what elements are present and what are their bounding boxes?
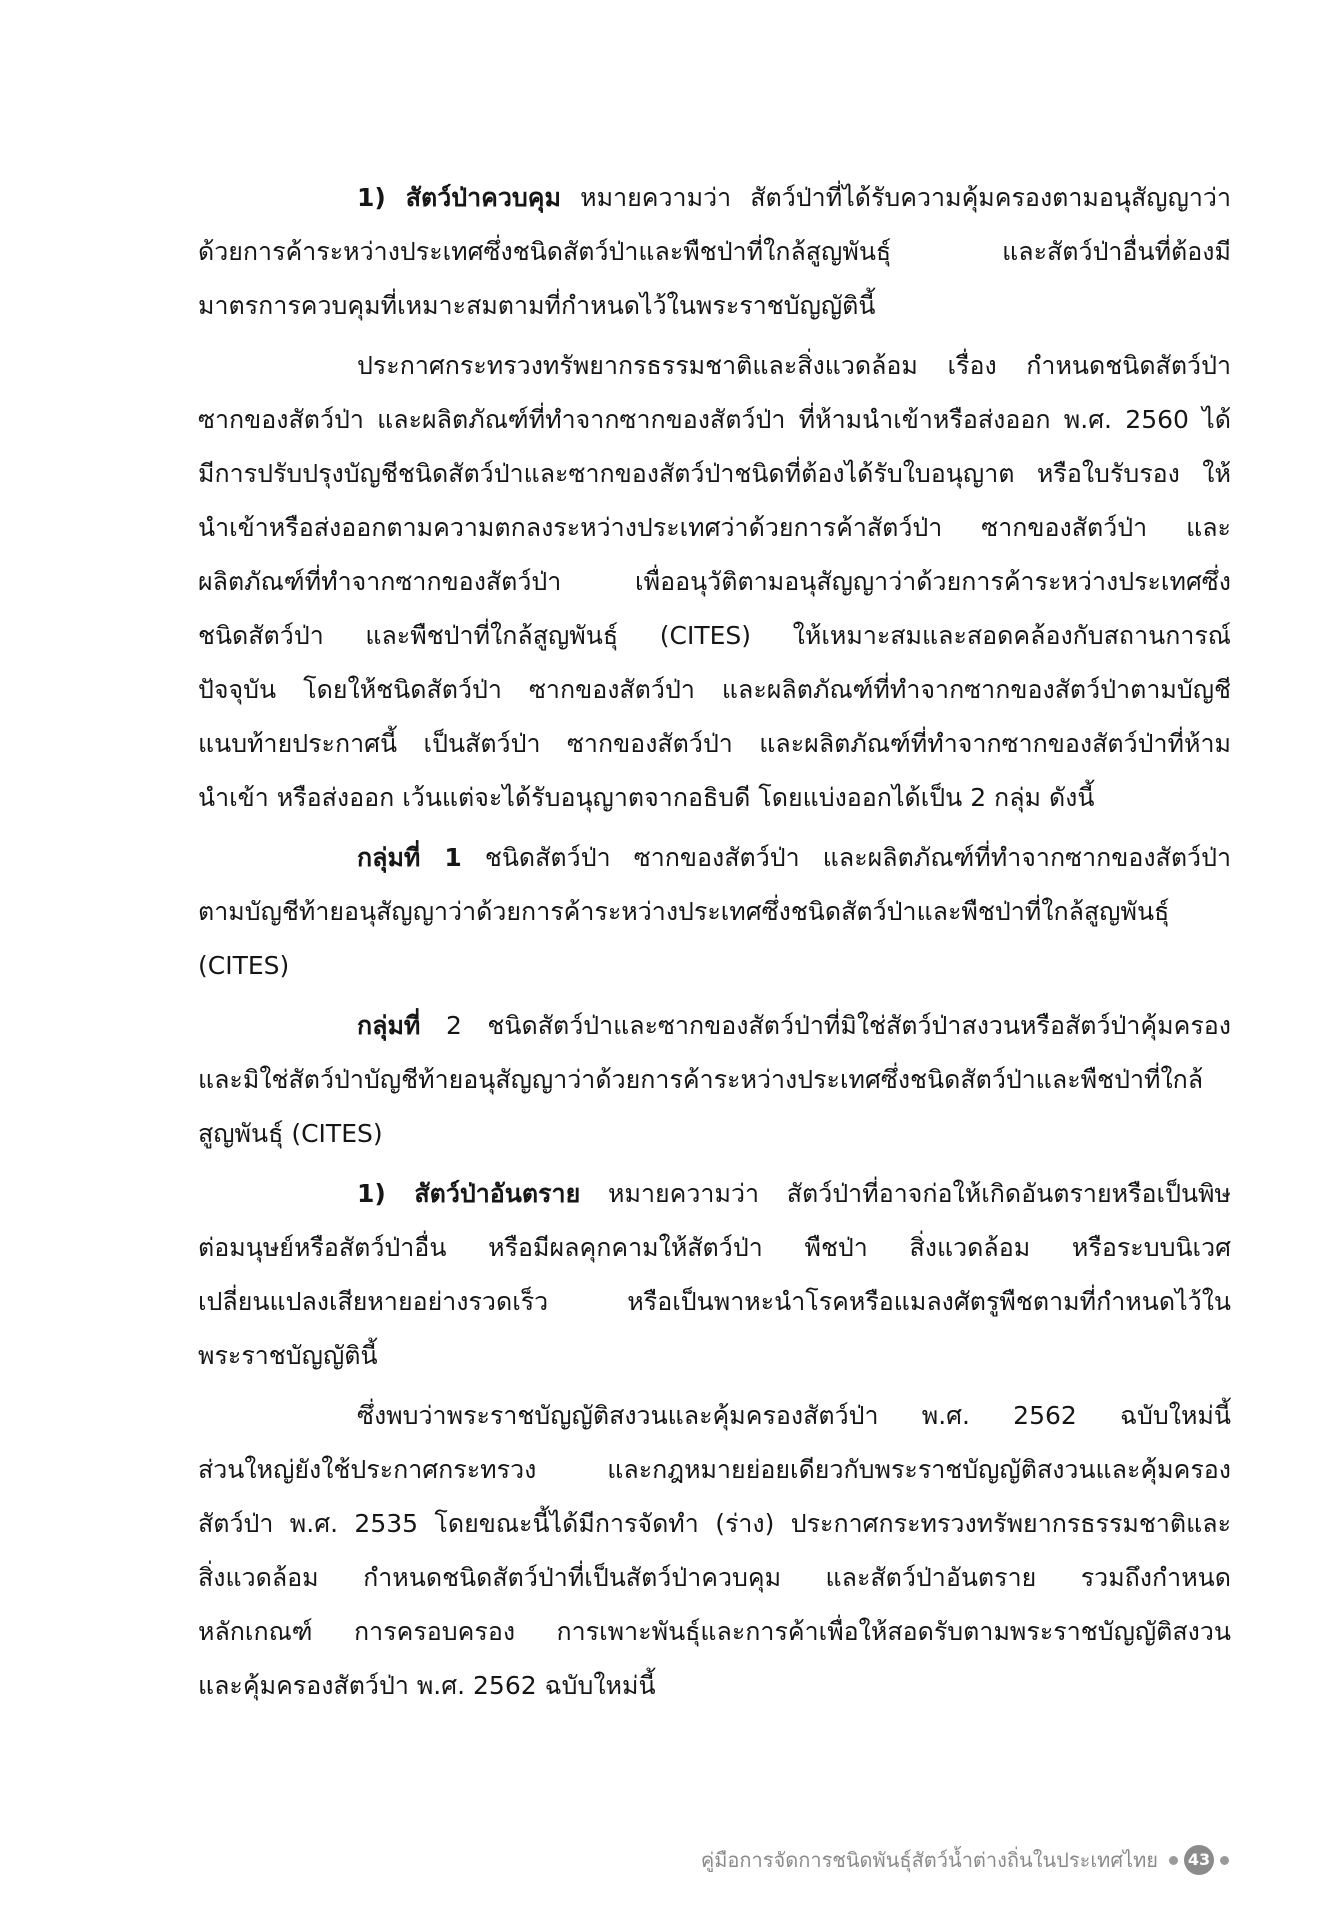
line-text: ประกาศกระทรวงทรัพยากรธรรมชาติและสิ่งแวดล้อม เรื่อง กำหนดชนิดสัตว์ป่า bbox=[357, 351, 1231, 380]
line-text: นำเข้า หรือส่งออก เว้นแต่จะได้รับอนุญาตจากอธิบดี โดยแบ่งออกได้เป็น 2 กลุ่ม ดังนี้ bbox=[198, 783, 1095, 812]
paragraph-group-2 bbox=[198, 999, 1231, 1161]
line-text: ตามบัญชีท้ายอนุสัญญาว่าด้วยการค้าระหว่างประเทศซึ่งชนิดสัตว์ป่าและพืชป่าที่ใกล้สูญพันธุ์ bbox=[198, 897, 1170, 926]
text-line bbox=[198, 171, 1231, 225]
book-title: คู่มือการจัดการชนิดพันธุ์สัตว์น้ำต่างถิ่นในประเทศไทย bbox=[700, 1848, 1158, 1872]
line-text: เปลี่ยนแปลงเสียหายอย่างรวดเร็ว หรือเป็นพาหะนำโรคหรือแมลงศัตรูพืชตามที่กำหนดไว้ใน bbox=[198, 1287, 1231, 1316]
line-text: ซึ่งพบว่าพระราชบัญญัติสงวนและคุ้มครองสัตว์ป่า พ.ศ. 2562 ฉบับใหม่นี้ bbox=[357, 1401, 1231, 1430]
line-text: นำเข้าหรือส่งออกตามความตกลงระหว่างประเทศว่าด้วยการค้าสัตว์ป่า ซากของสัตว์ป่า และ bbox=[198, 513, 1231, 542]
line-text: ชนิดสัตว์ป่า และพืชป่าที่ใกล้สูญพันธุ์ (CITES) ให้เหมาะสมและสอดคล้องกับสถานการณ์ bbox=[198, 621, 1231, 650]
group-heading: กลุ่มที่ 1 bbox=[357, 843, 462, 872]
text-line bbox=[198, 1221, 1231, 1275]
text-line bbox=[198, 393, 1231, 447]
line-text: ซากของสัตว์ป่า และผลิตภัณฑ์ที่ทำจากซากของสัตว์ป่า ที่ห้ามนำเข้าหรือส่งออก พ.ศ. 2560 ได้ bbox=[198, 405, 1231, 434]
text-line bbox=[198, 225, 1231, 279]
text-line bbox=[198, 771, 1231, 825]
text-line bbox=[198, 1107, 1231, 1161]
line-text: มีการปรับปรุงบัญชีชนิดสัตว์ป่าและซากของสัตว์ป่าชนิดที่ต้องได้รับใบอนุญาต หรือใบรับรอง ให้ bbox=[198, 459, 1231, 488]
text-line bbox=[198, 999, 1231, 1053]
paragraph-ministerial-announcement bbox=[198, 339, 1231, 825]
text-line bbox=[198, 1053, 1231, 1107]
line-text: หลักเกณฑ์ การครอบครอง การเพาะพันธุ์และการค้าเพื่อให้สอดรับตามพระราชบัญญัติสงวน bbox=[198, 1617, 1231, 1646]
line-text: ด้วยการค้าระหว่างประเทศซึ่งชนิดสัตว์ป่าและพืชป่าที่ใกล้สูญพันธุ์ และสัตว์ป่าอื่นที่ต้องมี bbox=[198, 237, 1231, 266]
text-line bbox=[198, 1551, 1231, 1605]
text-line bbox=[198, 501, 1231, 555]
line-text: ชนิดสัตว์ป่า ซากของสัตว์ป่า และผลิตภัณฑ์ที่ทำจากซากของสัตว์ป่า bbox=[484, 843, 1231, 872]
line-text: พระราชบัญญัตินี้ bbox=[198, 1341, 378, 1370]
text-line bbox=[198, 279, 1231, 333]
text-line bbox=[198, 663, 1231, 717]
line-text: และคุ้มครองสัตว์ป่า พ.ศ. 2562 ฉบับใหม่นี้ bbox=[198, 1671, 656, 1700]
body-text bbox=[198, 171, 1231, 1713]
text-line bbox=[198, 1605, 1231, 1659]
text-line bbox=[198, 831, 1231, 885]
text-line bbox=[198, 885, 1231, 939]
text-line bbox=[198, 1275, 1231, 1329]
line-text: ส่วนใหญ่ยังใช้ประกาศกระทรวง และกฎหมายย่อยเดียวกับพระราชบัญญัติสงวนและคุ้มครอง bbox=[198, 1455, 1231, 1484]
text-line bbox=[198, 1659, 1231, 1713]
line-text: หมายความว่า สัตว์ป่าที่อาจก่อให้เกิดอันตรายหรือเป็นพิษ bbox=[608, 1179, 1231, 1208]
group-heading: กลุ่มที่ bbox=[357, 1011, 421, 1040]
text-line bbox=[198, 1497, 1231, 1551]
text-line bbox=[198, 555, 1231, 609]
text-line bbox=[198, 939, 1231, 993]
line-text: แนบท้ายประกาศนี้ เป็นสัตว์ป่า ซากของสัตว์ป่า และผลิตภัณฑ์ที่ทำจากซากของสัตว์ป่าที่ห้าม bbox=[198, 729, 1231, 758]
text-line bbox=[198, 1443, 1231, 1497]
line-text: สูญพันธุ์ (CITES) bbox=[198, 1119, 383, 1148]
line-text: ผลิตภัณฑ์ที่ทำจากซากของสัตว์ป่า เพื่ออนุวัติตามอนุสัญญาว่าด้วยการค้าระหว่างประเทศซึ่ง bbox=[198, 567, 1231, 596]
line-text: 2 ชนิดสัตว์ป่าและซากของสัตว์ป่าที่มิใช่สัตว์ป่าสงวนหรือสัตว์ป่าคุ้มครอง bbox=[445, 1011, 1231, 1040]
paragraph-controlled-wildlife-definition bbox=[198, 171, 1231, 333]
line-text: สิ่งแวดล้อม กำหนดชนิดสัตว์ป่าที่เป็นสัตว์ป่าควบคุม และสัตว์ป่าอันตราย รวมถึงกำหนด bbox=[198, 1563, 1231, 1592]
text-line bbox=[198, 1329, 1231, 1383]
line-text: และมิใช่สัตว์ป่าบัญชีท้ายอนุสัญญาว่าด้วยการค้าระหว่างประเทศซึ่งชนิดสัตว์ป่าและพืชป่าที่ใกล้ bbox=[198, 1065, 1204, 1094]
term-heading: 1) สัตว์ป่าควบคุม bbox=[357, 183, 561, 212]
line-text: สัตว์ป่า พ.ศ. 2535 โดยขณะนี้ได้มีการจัดทำ (ร่าง) ประกาศกระทรวงทรัพยากรธรรมชาติและ bbox=[198, 1509, 1231, 1538]
text-line bbox=[198, 339, 1231, 393]
page-number-badge bbox=[1184, 1845, 1214, 1875]
bullet-dot-icon bbox=[1220, 1856, 1229, 1865]
line-text: หมายความว่า สัตว์ป่าที่ได้รับความคุ้มครองตามอนุสัญญาว่า bbox=[580, 183, 1231, 212]
bullet-dot-icon bbox=[1169, 1856, 1178, 1865]
text-line bbox=[198, 447, 1231, 501]
paragraph-group-1 bbox=[198, 831, 1231, 993]
paragraph-dangerous-wildlife-definition bbox=[198, 1167, 1231, 1383]
line-text: (CITES) bbox=[198, 951, 290, 980]
text-line bbox=[198, 717, 1231, 771]
text-line bbox=[198, 1389, 1231, 1443]
line-text: ปัจจุบัน โดยให้ชนิดสัตว์ป่า ซากของสัตว์ป่า และผลิตภัณฑ์ที่ทำจากซากของสัตว์ป่าตามบัญชี bbox=[198, 675, 1231, 704]
term-heading: 1) สัตว์ป่าอันตราย bbox=[357, 1179, 581, 1208]
line-text: มาตรการควบคุมที่เหมาะสมตามที่กำหนดไว้ในพระราชบัญญัตินี้ bbox=[198, 291, 876, 320]
text-line bbox=[198, 1167, 1231, 1221]
line-text: ต่อมนุษย์หรือสัตว์ป่าอื่น หรือมีผลคุกคามให้สัตว์ป่า พืชป่า สิ่งแวดล้อม หรือระบบนิเวศ bbox=[198, 1233, 1231, 1262]
paragraph-new-act-note bbox=[198, 1389, 1231, 1713]
page-number: 43 bbox=[1187, 1850, 1211, 1869]
page-footer bbox=[701, 1842, 1229, 1878]
text-line bbox=[198, 609, 1231, 663]
